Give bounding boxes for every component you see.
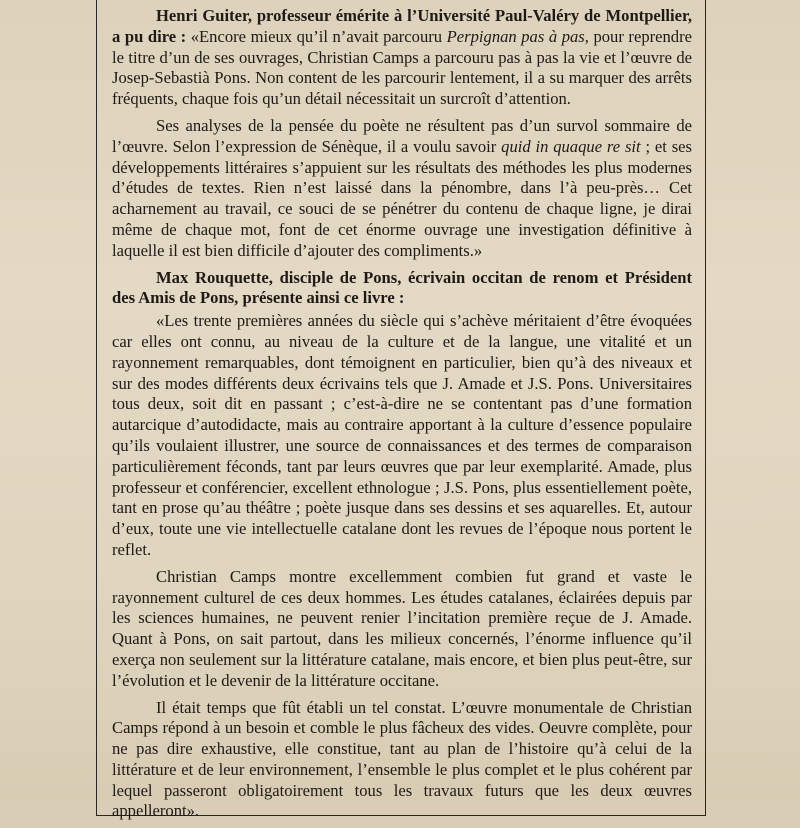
- guiter-quote-cont: , pour reprendre le titre d’un de ses ouvrages, Christian Camps a parcouru pas à pas la vie et l’œuvre de Josep-Sebastià Pons. Non content de les parcourir lentement, il a su marquer des arrêts fréquents, chaque fois qu’un détail nécessitait un surcroît d’attention.: [112, 26, 692, 109]
- analysis-text-start: Ses analyses de la pensée du poète ne résultent pas d’un survol sommaire de l’œuvre. Selon l’expression de Sénèque, il a voulu savoir: [112, 115, 692, 156]
- camps-influence-text: Christian Camps montre excellemment combien fut grand et vaste le rayonnement culturel de ces deux hommes. Les études catalanes, éclairées depuis par les sciences humaines, ne peuvent renier l’incitation première reçue de J. Amade. Quant à Pons, on sait partout, dans les milieux concernés, l’énorme influence qu’il exerça non seulement sur la littérature catalane, mais encore, et bien plus peut-être, sur l’évolution et le devenir de la littérature occitane.: [112, 566, 692, 690]
- paragraph-conclusion: [112, 698, 692, 823]
- book-title-perpignan: Perpignan pas à pas: [446, 26, 585, 46]
- paragraph-rouquette-quote: [112, 311, 692, 561]
- latin-quote: quid in quaque re sit: [501, 136, 641, 156]
- guiter-quote-start: «Encore mieux qu’il n’avait parcouru: [186, 26, 447, 46]
- paragraph-guiter-intro: [112, 6, 692, 110]
- conclusion-text: Il était temps que fût établi un tel constat. L’œuvre monumentale de Christian Camps répond à un besoin et comble le plus fâcheux des vides. Oeuvre complète, pour ne pas dire exhaustive, elle constitue, tant au plan de l’histoire qu’à celui de la littérature et de leur environnement, l’ensemble le plus complet et le plus cohérent par lequel passeront obligatoirement tous les travaux futurs que les deux œuvres appelleront».: [112, 697, 692, 821]
- paragraph-rouquette-heading: [112, 268, 692, 310]
- paragraph-guiter-analysis: [112, 116, 692, 262]
- paragraph-camps-influence: [112, 567, 692, 692]
- rouquette-attribution: Max Rouquette, disciple de Pons, écrivain occitan de renom et Président des Amis de Pons, présente ainsi ce livre :: [112, 267, 692, 308]
- analysis-text-end: ; et ses développements littéraires s’appuient sur les résultats des méthodes les plus modernes d’études de textes. Rien n’est laissé dans la pénombre, dans l’à peu-près… Cet acharnement au travail, ce souci de se pénétrer du contenu de chaque ligne, je dirai même de chaque mot, font de cet énorme ouvrage une investigation définitive à laquelle il est bien difficile d’ajouter des compliments.»: [112, 136, 692, 260]
- rouquette-quote-text: «Les trente premières années du siècle qui s’achève méritaient d’être évoquées car elles ont connu, au niveau de la culture et de la langue, une vitalité et un rayonnement remarquables, dont témoignent en particulier, bien qu’à des niveaux et sur des modes différents deux écrivains tels que J. Amade et J.S. Pons. Universitaires tous deux, soit dit en passant ; c’est-à-dire ne se contentant pas d’une formation autarcique d’autodidacte, mais au contraire apportant à la culture d’essence populaire qu’ils voulaient illustrer, une source de connaissances et des termes de comparaison particulièrement féconds, tant par leurs œuvres que par leur exemplarité. Amade, plus professeur et conférencier, excellent ethnologue ; J.S. Pons, plus essentiellement poète, tant en prose qu’au théâtre ; poète jusque dans ses dessins et ses aquarelles. Et, autour d’eux, toute une vie intellectuelle catalane dont les revues de l’époque nous portent le reflet.: [112, 311, 692, 559]
- guiter-attribution: Henri Guiter, professeur émérite à l’Université Paul-Valéry de Montpellier, a pu dire :: [112, 6, 692, 46]
- document-body: [112, 6, 692, 828]
